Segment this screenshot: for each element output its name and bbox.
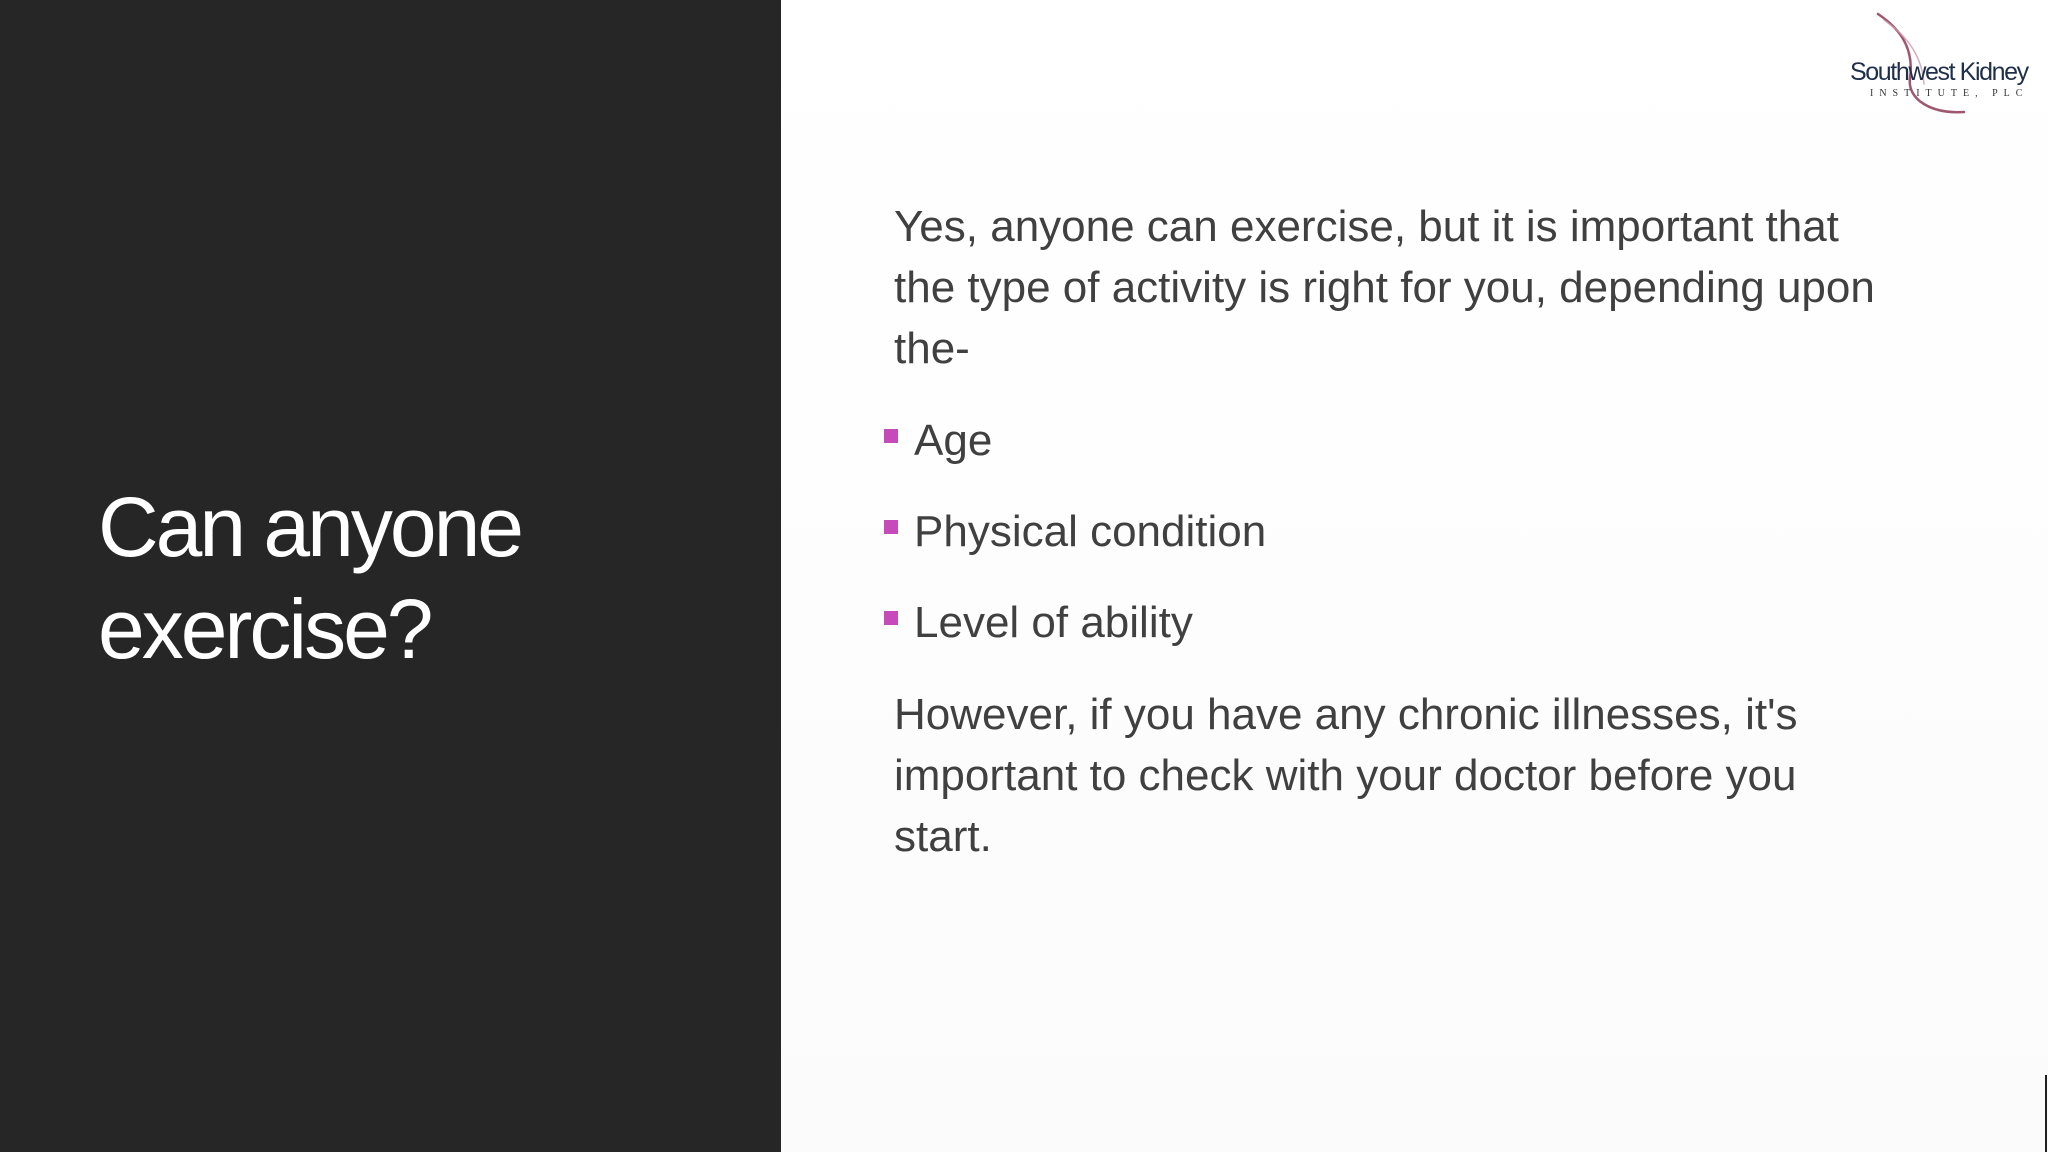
bullet-text: Age (914, 416, 993, 465)
slide-body (880, 196, 1880, 867)
bullet-item-physical-condition (880, 486, 1880, 577)
southwest-kidney-logo (1840, 8, 2040, 118)
intro-paragraph: Yes, anyone can exercise, but it is important that the type of activity is right for you, depending upon the- (894, 202, 1875, 373)
bullet-item-age (880, 395, 1880, 486)
logo-subtitle: INSTITUTE, PLC (1870, 88, 2029, 99)
slide-title-line-1: Can anyone (98, 480, 522, 574)
slide-title-line-2: exercise? (98, 582, 431, 676)
square-bullet-icon (884, 611, 898, 625)
bullet-text: Level of ability (914, 598, 1193, 647)
slide-title (98, 476, 738, 680)
edge-divider (2045, 1075, 2047, 1152)
logo-name: Southwest Kidney (1850, 58, 2028, 86)
square-bullet-icon (884, 520, 898, 534)
title-panel (0, 0, 781, 1152)
square-bullet-icon (884, 429, 898, 443)
closing-paragraph: However, if you have any chronic illnesses, it's important to check with your doctor before you start. (894, 690, 1798, 861)
bullet-text: Physical condition (914, 507, 1267, 556)
bullet-list (880, 395, 1880, 668)
bullet-item-level-of-ability (880, 577, 1880, 668)
